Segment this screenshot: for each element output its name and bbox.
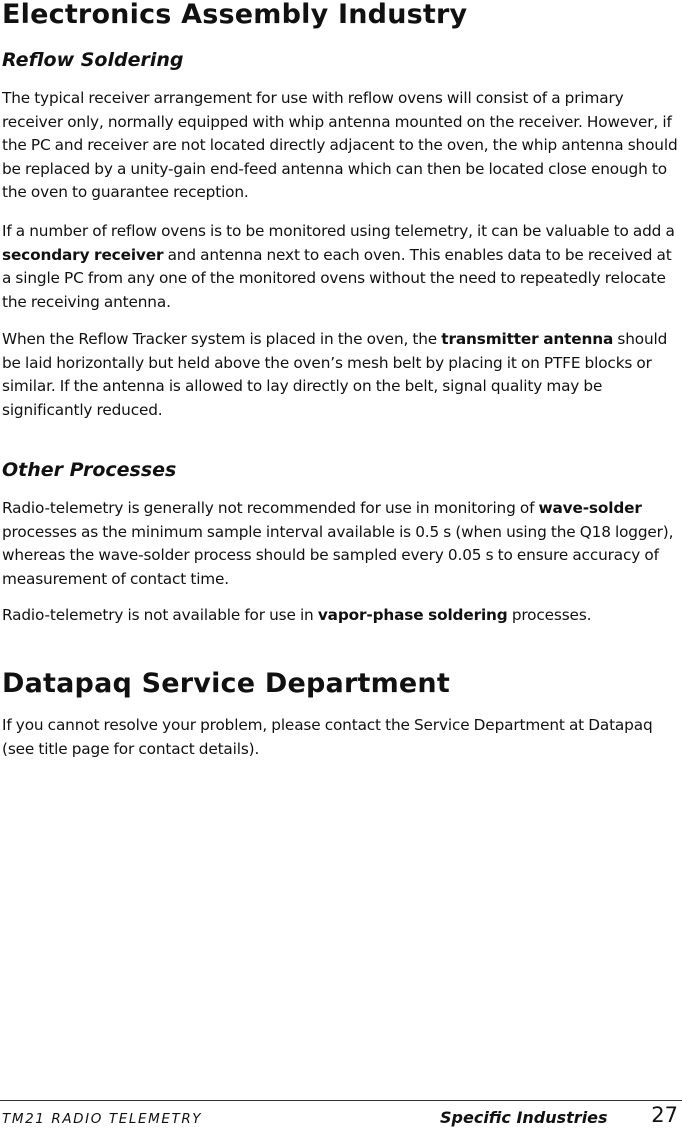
paragraph-reflow-receiver-arrangement: The typical receiver arrangement for use with reflow ovens will consist of a primary receiver only, normally equipped with whip antenna mounted on the receiver. However, if the PC and receiver are not located directly adjacent to the oven, the whip antenna should be replaced by a unity-gain end-feed antenna which can then be located close enough to the oven to guarantee reception. (2, 89, 678, 202)
paragraph-service-contact: If you cannot resolve your problem, please contact the Service Department at Datapaq (see title page for contact details). (2, 716, 653, 758)
subheading-reflow-soldering: Reflow Soldering (2, 49, 184, 71)
page-number: 27 (651, 1103, 678, 1127)
paragraph-reflow-antenna-placement (2, 328, 681, 422)
text-run: should be laid horizontally but held above the oven’s mesh belt by placing it on PTFE blocks or similar. If the antenna is allowed to lay directly on the belt, signal quality may be significantly reduced. (2, 330, 668, 419)
text-run: processes. (507, 606, 592, 624)
paragraph-other-wave-solder (2, 497, 681, 591)
term-vapor-phase-soldering: vapor-phase soldering (317, 606, 508, 624)
text-run: When the Reflow Tracker system is placed in the oven, the (2, 330, 442, 348)
footer-manual-name: TM21 RADIO TELEMETRY (2, 1111, 203, 1127)
section-title-datapaq-service: Datapaq Service Department (2, 668, 450, 699)
text-run: processes as the minimum sample interval available is 0.5 s (when using the Q18 logger), whereas the wave-solder process should be sampled every 0.05 s to ensure accuracy of measurement of contact time. (2, 522, 674, 588)
text-run: and antenna next to each oven. This enables data to be received at a single PC from any one of the monitored ovens without the need to repeatedly relocate the receiving antenna. (2, 245, 672, 311)
term-secondary-receiver: secondary receiver (2, 245, 164, 264)
footer-section-name: Specific Industries (440, 1108, 608, 1127)
paragraph-other-vapor-phase (2, 604, 681, 628)
text-run: Radio-telemetry is generally not recommended for use in monitoring of (2, 499, 539, 517)
text-run: Radio-telemetry is not available for use in (2, 606, 318, 624)
term-transmitter-antenna: transmitter antenna (441, 330, 614, 348)
term-wave-solder: wave-solder (538, 499, 642, 517)
text-run: If a number of reflow ovens is to be monitored using telemetry, it can be valuable to add a (2, 222, 675, 240)
footer-divider (0, 1100, 682, 1101)
section-title-electronics-assembly: Electronics Assembly Industry (2, 0, 468, 30)
subheading-other-processes: Other Processes (2, 459, 177, 481)
paragraph-reflow-multiple-ovens (2, 220, 681, 314)
